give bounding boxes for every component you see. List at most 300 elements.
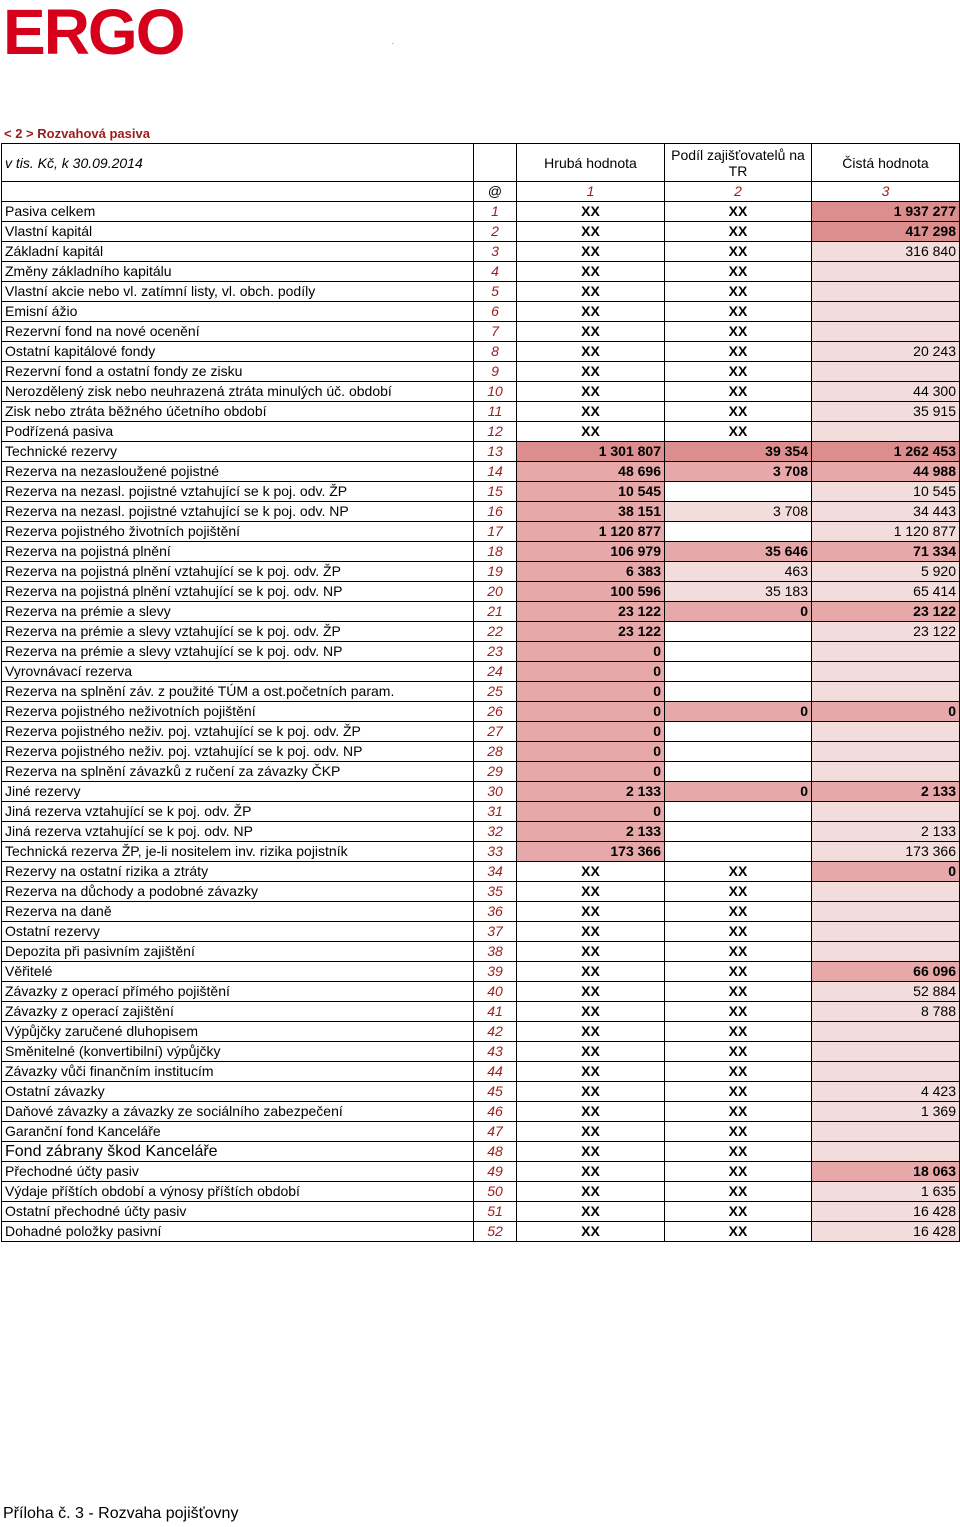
table-row [2, 1142, 960, 1162]
value-net [812, 882, 960, 902]
row-label: Rezerva na nezasl. pojistné vztahující se k poj. odv. ŽP [2, 482, 474, 502]
value-net [812, 1042, 960, 1062]
table-row [2, 1182, 960, 1202]
row-number: 38 [474, 942, 517, 962]
value-reinsurer-share: XX [665, 242, 812, 262]
value-reinsurer-share: 35 183 [665, 582, 812, 602]
value-reinsurer-share: XX [665, 962, 812, 982]
value-reinsurer-share: XX [665, 1082, 812, 1102]
table-row [2, 222, 960, 242]
value-gross: XX [517, 422, 665, 442]
value-gross: 106 979 [517, 542, 665, 562]
table-row [2, 1002, 960, 1022]
value-net [812, 942, 960, 962]
value-gross: 0 [517, 702, 665, 722]
table-row [2, 342, 960, 362]
row-label: Rezerva na nezasloužené pojistné [2, 462, 474, 482]
row-label: Zisk nebo ztráta běžného účetního období [2, 402, 474, 422]
row-label: Rezerva pojistného neživ. poj. vztahující se k poj. odv. ŽP [2, 722, 474, 742]
value-reinsurer-share: 0 [665, 782, 812, 802]
row-label: Závazky z operací zajištění [2, 1002, 474, 1022]
row-label: Technická rezerva ŽP, je-li nositelem inv. rizika pojistník [2, 842, 474, 862]
value-gross: XX [517, 342, 665, 362]
value-gross: XX [517, 1082, 665, 1102]
value-gross: XX [517, 202, 665, 222]
value-gross: 23 122 [517, 622, 665, 642]
table-row [2, 762, 960, 782]
row-number: 23 [474, 642, 517, 662]
row-number: 36 [474, 902, 517, 922]
row-label: Depozita při pasivním zajištění [2, 942, 474, 962]
value-gross: 0 [517, 722, 665, 742]
row-number: 18 [474, 542, 517, 562]
row-number: 46 [474, 1102, 517, 1122]
value-reinsurer-share: XX [665, 382, 812, 402]
row-label: Jiná rezerva vztahující se k poj. odv. ŽP [2, 802, 474, 822]
value-reinsurer-share: 39 354 [665, 442, 812, 462]
table-row [2, 982, 960, 1002]
value-net: 65 414 [812, 582, 960, 602]
table-row [2, 662, 960, 682]
row-number: 48 [474, 1142, 517, 1162]
value-gross: 23 122 [517, 602, 665, 622]
value-net [812, 662, 960, 682]
row-number: 20 [474, 582, 517, 602]
value-reinsurer-share: XX [665, 1182, 812, 1202]
value-net [812, 362, 960, 382]
table-row [2, 1162, 960, 1182]
value-net: 66 096 [812, 962, 960, 982]
value-reinsurer-share: XX [665, 322, 812, 342]
row-number: 29 [474, 762, 517, 782]
value-net [812, 802, 960, 822]
column-header-reinsurer-share: Podíl zajišťovatelů na TR [665, 144, 812, 182]
table-row [2, 1062, 960, 1082]
value-gross: XX [517, 1222, 665, 1242]
row-label: Jiná rezerva vztahující se k poj. odv. NP [2, 822, 474, 842]
value-reinsurer-share: XX [665, 1202, 812, 1222]
value-reinsurer-share: XX [665, 1002, 812, 1022]
row-label: Ostatní závazky [2, 1082, 474, 1102]
row-number: 16 [474, 502, 517, 522]
row-number: 27 [474, 722, 517, 742]
table-row [2, 802, 960, 822]
value-reinsurer-share [665, 762, 812, 782]
row-label: Nerozdělený zisk nebo neuhrazená ztráta minulých úč. období [2, 382, 474, 402]
value-reinsurer-share: XX [665, 982, 812, 1002]
value-net [812, 302, 960, 322]
row-label: Rezerva na prémie a slevy vztahující se k poj. odv. NP [2, 642, 474, 662]
value-gross: XX [517, 382, 665, 402]
row-number: 14 [474, 462, 517, 482]
table-row [2, 622, 960, 642]
value-reinsurer-share: 35 646 [665, 542, 812, 562]
row-label: Dohadné položky pasivní [2, 1222, 474, 1242]
table-header-row [2, 144, 960, 182]
value-reinsurer-share [665, 822, 812, 842]
value-gross: 0 [517, 662, 665, 682]
row-label: Výpůjčky zaručené dluhopisem [2, 1022, 474, 1042]
row-label: Rezerva pojistného životních pojištění [2, 522, 474, 542]
table-row [2, 1222, 960, 1242]
header-empty-cell [474, 144, 517, 182]
row-label: Základní kapitál [2, 242, 474, 262]
value-gross: XX [517, 1182, 665, 1202]
value-gross: 10 545 [517, 482, 665, 502]
row-label: Vlastní akcie nebo vl. zatímní listy, vl. obch. podíly [2, 282, 474, 302]
value-gross: XX [517, 1202, 665, 1222]
value-reinsurer-share: XX [665, 422, 812, 442]
table-row [2, 902, 960, 922]
value-reinsurer-share [665, 682, 812, 702]
table-row [2, 962, 960, 982]
table-row [2, 1022, 960, 1042]
table-row [2, 822, 960, 842]
period-label: v tis. Kč, k 30.09.2014 [2, 144, 474, 182]
value-net: 2 133 [812, 822, 960, 842]
value-net: 173 366 [812, 842, 960, 862]
row-label: Závazky vůči finančním institucím [2, 1062, 474, 1082]
value-gross: 38 151 [517, 502, 665, 522]
value-gross: XX [517, 402, 665, 422]
table-row [2, 282, 960, 302]
value-gross: XX [517, 1002, 665, 1022]
value-reinsurer-share [665, 722, 812, 742]
column-header-net: Čistá hodnota [812, 144, 960, 182]
value-reinsurer-share: XX [665, 942, 812, 962]
row-label: Fond zábrany škod Kanceláře [2, 1142, 474, 1162]
value-net: 18 063 [812, 1162, 960, 1182]
value-net: 10 545 [812, 482, 960, 502]
value-reinsurer-share: 3 708 [665, 462, 812, 482]
row-label: Závazky z operací přímého pojištění [2, 982, 474, 1002]
value-gross: XX [517, 1042, 665, 1062]
value-gross: 1 120 877 [517, 522, 665, 542]
table-row [2, 722, 960, 742]
table-row [2, 1042, 960, 1062]
value-net: 16 428 [812, 1222, 960, 1242]
value-reinsurer-share [665, 662, 812, 682]
row-number: 25 [474, 682, 517, 702]
decorative-dot: . [392, 40, 394, 46]
value-gross: XX [517, 962, 665, 982]
value-gross: 0 [517, 762, 665, 782]
table-row [2, 302, 960, 322]
row-number: 2 [474, 222, 517, 242]
row-number: 34 [474, 862, 517, 882]
value-reinsurer-share [665, 742, 812, 762]
value-net [812, 722, 960, 742]
value-net [812, 902, 960, 922]
column-header-gross: Hrubá hodnota [517, 144, 665, 182]
value-gross: XX [517, 222, 665, 242]
balance-sheet-liabilities-table [1, 143, 960, 1242]
row-label: Rezervní fond a ostatní fondy ze zisku [2, 362, 474, 382]
value-reinsurer-share: XX [665, 282, 812, 302]
row-number: 41 [474, 1002, 517, 1022]
value-net [812, 642, 960, 662]
value-reinsurer-share [665, 622, 812, 642]
table-row [2, 542, 960, 562]
value-net: 34 443 [812, 502, 960, 522]
value-gross: XX [517, 982, 665, 1002]
value-gross: 0 [517, 802, 665, 822]
table-row [2, 382, 960, 402]
value-gross: XX [517, 1102, 665, 1122]
table-row [2, 362, 960, 382]
table-row [2, 1122, 960, 1142]
value-gross: XX [517, 1162, 665, 1182]
value-reinsurer-share [665, 642, 812, 662]
row-number: 7 [474, 322, 517, 342]
section-title: < 2 > Rozvahová pasiva [4, 126, 150, 141]
value-net: 316 840 [812, 242, 960, 262]
value-net: 20 243 [812, 342, 960, 362]
value-net [812, 762, 960, 782]
value-reinsurer-share: XX [665, 1062, 812, 1082]
row-label: Rezerva na splnění závazků z ručení za závazky ČKP [2, 762, 474, 782]
row-number: 8 [474, 342, 517, 362]
row-number: 50 [474, 1182, 517, 1202]
table-row [2, 202, 960, 222]
table-row [2, 1102, 960, 1122]
column-number-3: 3 [812, 182, 960, 202]
table-row [2, 482, 960, 502]
row-number: 37 [474, 922, 517, 942]
value-net [812, 1142, 960, 1162]
row-label: Rezerva na pojistná plnění [2, 542, 474, 562]
value-gross: 0 [517, 682, 665, 702]
table-row [2, 502, 960, 522]
value-net [812, 262, 960, 282]
row-number: 12 [474, 422, 517, 442]
value-reinsurer-share: XX [665, 362, 812, 382]
row-label: Rezervy na ostatní rizika a ztráty [2, 862, 474, 882]
value-reinsurer-share: XX [665, 902, 812, 922]
value-reinsurer-share: 3 708 [665, 502, 812, 522]
row-label: Podřízená pasiva [2, 422, 474, 442]
value-net: 0 [812, 702, 960, 722]
value-gross: XX [517, 362, 665, 382]
row-label: Přechodné účty pasiv [2, 1162, 474, 1182]
row-number: 10 [474, 382, 517, 402]
row-label: Rezerva na splnění záv. z použité TÚM a ost.početních param. [2, 682, 474, 702]
row-label: Rezerva na daně [2, 902, 474, 922]
value-net: 1 937 277 [812, 202, 960, 222]
table-row [2, 442, 960, 462]
row-label: Jiné rezervy [2, 782, 474, 802]
table-row [2, 702, 960, 722]
column-number-1: 1 [517, 182, 665, 202]
row-number: 43 [474, 1042, 517, 1062]
row-number: 49 [474, 1162, 517, 1182]
value-reinsurer-share: XX [665, 222, 812, 242]
row-label: Rezerva pojistného neživotních pojištění [2, 702, 474, 722]
value-gross: XX [517, 262, 665, 282]
table-row [2, 1082, 960, 1102]
ergo-logo: ERGO [3, 0, 184, 68]
value-net: 1 120 877 [812, 522, 960, 542]
value-gross: XX [517, 882, 665, 902]
column-number-empty [2, 182, 474, 202]
value-gross: XX [517, 1022, 665, 1042]
row-number: 51 [474, 1202, 517, 1222]
table-row [2, 642, 960, 662]
table-row [2, 862, 960, 882]
row-number: 32 [474, 822, 517, 842]
value-reinsurer-share: XX [665, 202, 812, 222]
value-reinsurer-share: XX [665, 302, 812, 322]
table-row [2, 922, 960, 942]
row-label: Vlastní kapitál [2, 222, 474, 242]
table-row [2, 262, 960, 282]
table-row [2, 742, 960, 762]
value-net: 0 [812, 862, 960, 882]
value-reinsurer-share [665, 522, 812, 542]
row-number: 1 [474, 202, 517, 222]
column-number-2: 2 [665, 182, 812, 202]
row-number: 15 [474, 482, 517, 502]
value-net [812, 322, 960, 342]
value-net [812, 1022, 960, 1042]
row-number: 35 [474, 882, 517, 902]
row-label: Rezerva na pojistná plnění vztahující se k poj. odv. ŽP [2, 562, 474, 582]
row-number: 17 [474, 522, 517, 542]
row-number: 13 [474, 442, 517, 462]
row-label: Technické rezervy [2, 442, 474, 462]
row-number: 5 [474, 282, 517, 302]
row-number: 33 [474, 842, 517, 862]
value-gross: XX [517, 282, 665, 302]
row-label: Ostatní přechodné účty pasiv [2, 1202, 474, 1222]
row-number: 45 [474, 1082, 517, 1102]
value-reinsurer-share: XX [665, 1162, 812, 1182]
value-gross: XX [517, 302, 665, 322]
value-reinsurer-share: XX [665, 1222, 812, 1242]
row-label: Věřitelé [2, 962, 474, 982]
table-row [2, 422, 960, 442]
value-net [812, 1122, 960, 1142]
value-gross: 0 [517, 742, 665, 762]
row-number: 24 [474, 662, 517, 682]
table-row [2, 522, 960, 542]
row-number: 28 [474, 742, 517, 762]
row-number: 42 [474, 1022, 517, 1042]
value-reinsurer-share [665, 802, 812, 822]
row-number: 47 [474, 1122, 517, 1142]
table-row [2, 402, 960, 422]
row-number: 3 [474, 242, 517, 262]
value-net: 5 920 [812, 562, 960, 582]
value-reinsurer-share: XX [665, 402, 812, 422]
table-row [2, 1202, 960, 1222]
value-reinsurer-share [665, 842, 812, 862]
table-row [2, 602, 960, 622]
row-number: 4 [474, 262, 517, 282]
row-label: Garanční fond Kanceláře [2, 1122, 474, 1142]
value-reinsurer-share: 0 [665, 602, 812, 622]
footer-note: Příloha č. 3 - Rozvaha pojišťovny [3, 1505, 239, 1522]
value-gross: XX [517, 942, 665, 962]
value-gross: 0 [517, 642, 665, 662]
row-label: Rezerva pojistného neživ. poj. vztahující se k poj. odv. NP [2, 742, 474, 762]
row-number: 26 [474, 702, 517, 722]
row-label: Emisní ážio [2, 302, 474, 322]
row-number: 39 [474, 962, 517, 982]
value-gross: XX [517, 322, 665, 342]
value-net: 35 915 [812, 402, 960, 422]
value-reinsurer-share: XX [665, 922, 812, 942]
value-gross: XX [517, 862, 665, 882]
row-number: 44 [474, 1062, 517, 1082]
value-net: 1 635 [812, 1182, 960, 1202]
row-number: 19 [474, 562, 517, 582]
row-number: 40 [474, 982, 517, 1002]
value-net: 71 334 [812, 542, 960, 562]
value-net: 4 423 [812, 1082, 960, 1102]
table-row [2, 682, 960, 702]
row-label: Směnitelné (konvertibilní) výpůjčky [2, 1042, 474, 1062]
value-net: 23 122 [812, 602, 960, 622]
value-reinsurer-share: XX [665, 1102, 812, 1122]
value-net [812, 282, 960, 302]
column-number-row [2, 182, 960, 202]
row-label: Rezerva na prémie a slevy vztahující se k poj. odv. ŽP [2, 622, 474, 642]
row-label: Ostatní rezervy [2, 922, 474, 942]
row-label: Rezerva na nezasl. pojistné vztahující se k poj. odv. NP [2, 502, 474, 522]
table-row [2, 942, 960, 962]
row-number: 6 [474, 302, 517, 322]
value-gross: XX [517, 1062, 665, 1082]
value-net [812, 682, 960, 702]
table-row [2, 882, 960, 902]
row-number: 31 [474, 802, 517, 822]
value-net: 52 884 [812, 982, 960, 1002]
value-gross: 48 696 [517, 462, 665, 482]
row-label: Rezerva na důchody a podobné závazky [2, 882, 474, 902]
row-number: 21 [474, 602, 517, 622]
value-gross: XX [517, 1122, 665, 1142]
row-label: Změny základního kapitálu [2, 262, 474, 282]
row-number: 9 [474, 362, 517, 382]
table-row [2, 842, 960, 862]
value-gross: 6 383 [517, 562, 665, 582]
value-reinsurer-share: XX [665, 1142, 812, 1162]
value-reinsurer-share: XX [665, 342, 812, 362]
row-label: Vyrovnávací rezerva [2, 662, 474, 682]
value-net [812, 742, 960, 762]
value-reinsurer-share: XX [665, 882, 812, 902]
value-net: 1 262 453 [812, 442, 960, 462]
value-gross: 2 133 [517, 782, 665, 802]
value-gross: XX [517, 1142, 665, 1162]
value-reinsurer-share: XX [665, 262, 812, 282]
table-row [2, 322, 960, 342]
value-gross: XX [517, 242, 665, 262]
value-net: 2 133 [812, 782, 960, 802]
row-label: Ostatní kapitálové fondy [2, 342, 474, 362]
value-net [812, 422, 960, 442]
table-row [2, 782, 960, 802]
value-net: 44 988 [812, 462, 960, 482]
value-gross: 1 301 807 [517, 442, 665, 462]
value-net: 8 788 [812, 1002, 960, 1022]
row-label: Rezervní fond na nové ocenění [2, 322, 474, 342]
row-label: Rezerva na pojistná plnění vztahující se k poj. odv. NP [2, 582, 474, 602]
table-row [2, 582, 960, 602]
column-number-at: @ [474, 182, 517, 202]
value-gross: XX [517, 922, 665, 942]
